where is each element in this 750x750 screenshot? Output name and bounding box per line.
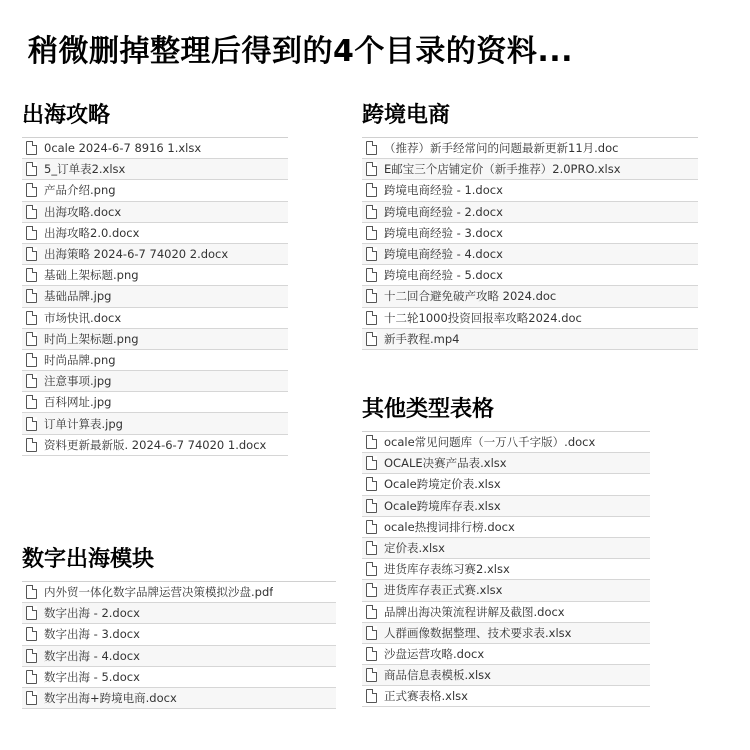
file-name: 数字出海 - 4.docx bbox=[44, 648, 140, 663]
file-row[interactable] bbox=[22, 159, 288, 180]
file-row[interactable] bbox=[362, 265, 698, 286]
section-title: 出海攻略 bbox=[22, 103, 111, 128]
document-icon bbox=[366, 205, 377, 219]
file-name: 品牌出海决策流程讲解及截图.docx bbox=[384, 604, 565, 619]
file-name: 跨境电商经验 - 5.docx bbox=[384, 268, 503, 283]
document-icon bbox=[366, 289, 377, 303]
file-row[interactable] bbox=[362, 432, 650, 453]
file-name: 市场快讯.docx bbox=[44, 310, 122, 325]
file-name: 进货库存表练习赛2.xlsx bbox=[384, 562, 510, 577]
document-icon bbox=[366, 332, 377, 346]
file-name: 定价表.xlsx bbox=[384, 541, 445, 556]
file-name: 数字出海 - 2.docx bbox=[44, 606, 140, 621]
document-icon bbox=[366, 541, 377, 555]
file-name: 0cale 2024-6-7 8916 1.xlsx bbox=[44, 141, 202, 156]
file-row[interactable] bbox=[22, 138, 288, 159]
file-row[interactable] bbox=[22, 582, 336, 603]
file-name: 5_订单表2.xlsx bbox=[44, 162, 126, 177]
page-title: 稍微删掉整理后得到的4个目录的资料... bbox=[28, 34, 574, 69]
file-row[interactable] bbox=[362, 580, 650, 601]
document-icon bbox=[366, 626, 377, 640]
document-icon bbox=[366, 141, 377, 155]
folder-section-qita bbox=[362, 392, 650, 707]
file-name: 进货库存表正式赛.xlsx bbox=[384, 583, 503, 598]
document-icon bbox=[26, 585, 37, 599]
file-name: 时尚上架标题.png bbox=[44, 331, 139, 346]
file-list bbox=[22, 581, 336, 709]
file-row[interactable] bbox=[362, 286, 698, 307]
file-name: 沙盘运营攻略.docx bbox=[384, 646, 485, 661]
file-name: 十二轮1000投资回报率攻略2024.doc bbox=[384, 310, 582, 325]
file-row[interactable] bbox=[22, 265, 288, 286]
document-icon bbox=[26, 332, 37, 346]
document-icon bbox=[26, 395, 37, 409]
file-row[interactable] bbox=[362, 223, 698, 244]
document-icon bbox=[26, 205, 37, 219]
document-icon bbox=[366, 562, 377, 576]
file-name: 正式赛表格.xlsx bbox=[384, 689, 468, 704]
document-icon bbox=[366, 499, 377, 513]
file-row[interactable] bbox=[362, 453, 650, 474]
file-name: 注意事项.jpg bbox=[44, 374, 112, 389]
file-name: E邮宝三个店铺定价（新手推荐）2.0PRO.xlsx bbox=[384, 162, 621, 177]
file-name: ocale热搜词排行榜.docx bbox=[384, 519, 515, 534]
file-row[interactable] bbox=[22, 286, 288, 307]
file-name: 数字出海 - 3.docx bbox=[44, 627, 140, 642]
section-title: 跨境电商 bbox=[362, 103, 451, 128]
file-name: 订单计算表.jpg bbox=[44, 416, 123, 431]
document-icon bbox=[366, 583, 377, 597]
file-row[interactable] bbox=[362, 474, 650, 495]
file-row[interactable] bbox=[22, 413, 288, 434]
file-name: 数字出海+跨境电商.docx bbox=[44, 691, 177, 706]
file-row[interactable] bbox=[22, 603, 336, 624]
file-name: 百科网址.jpg bbox=[44, 395, 112, 410]
document-icon bbox=[26, 353, 37, 367]
document-icon bbox=[366, 647, 377, 661]
document-icon bbox=[26, 606, 37, 620]
file-row[interactable] bbox=[362, 623, 650, 644]
file-list bbox=[362, 431, 650, 707]
file-row[interactable] bbox=[362, 517, 650, 538]
file-row[interactable] bbox=[22, 667, 336, 688]
document-icon bbox=[366, 477, 377, 491]
document-icon bbox=[366, 668, 377, 682]
file-name: 时尚品牌.png bbox=[44, 352, 116, 367]
file-row[interactable] bbox=[362, 686, 650, 707]
file-row[interactable] bbox=[362, 602, 650, 623]
document-icon bbox=[366, 435, 377, 449]
file-name: 十二回合避免破产攻略 2024.doc bbox=[384, 289, 557, 304]
document-icon bbox=[366, 247, 377, 261]
file-name: 资料更新最新版. 2024-6-7 74020 1.docx bbox=[44, 437, 267, 452]
file-row[interactable] bbox=[22, 624, 336, 645]
section-title: 其他类型表格 bbox=[362, 397, 495, 422]
document-icon bbox=[26, 670, 37, 684]
file-name: 跨境电商经验 - 1.docx bbox=[384, 183, 503, 198]
file-name: OCALE决赛产品表.xlsx bbox=[384, 456, 507, 471]
document-icon bbox=[366, 268, 377, 282]
document-icon bbox=[26, 289, 37, 303]
document-icon bbox=[26, 649, 37, 663]
document-icon bbox=[26, 268, 37, 282]
file-list bbox=[362, 137, 698, 350]
file-name: （推荐）新手经常问的问题最新更新11月.doc bbox=[384, 141, 619, 156]
file-name: 跨境电商经验 - 2.docx bbox=[384, 204, 503, 219]
file-row[interactable] bbox=[22, 371, 288, 392]
document-icon bbox=[26, 226, 37, 240]
document-icon bbox=[26, 183, 37, 197]
document-icon bbox=[366, 162, 377, 176]
file-row[interactable] bbox=[362, 202, 698, 223]
document-icon bbox=[366, 520, 377, 534]
document-icon bbox=[26, 374, 37, 388]
file-name: 跨境电商经验 - 3.docx bbox=[384, 225, 503, 240]
file-row[interactable] bbox=[362, 180, 698, 201]
file-name: 商品信息表模板.xlsx bbox=[384, 668, 491, 683]
document-icon bbox=[26, 141, 37, 155]
file-name: 数字出海 - 5.docx bbox=[44, 669, 140, 684]
document-icon bbox=[366, 183, 377, 197]
file-row[interactable] bbox=[22, 244, 288, 265]
file-name: ocale常见问题库（一万八千字版）.docx bbox=[384, 435, 596, 450]
document-icon bbox=[26, 438, 37, 452]
file-name: 出海策略 2024-6-7 74020 2.docx bbox=[44, 247, 229, 262]
file-name: 新手教程.mp4 bbox=[384, 331, 460, 346]
file-row[interactable] bbox=[362, 308, 698, 329]
folder-section-chuhai bbox=[22, 98, 288, 456]
file-name: 产品介绍.png bbox=[44, 183, 116, 198]
file-row[interactable] bbox=[22, 329, 288, 350]
document-icon bbox=[26, 627, 37, 641]
file-name: 基础上架标题.png bbox=[44, 268, 139, 283]
folder-section-kuajing bbox=[362, 98, 698, 350]
file-row[interactable] bbox=[22, 435, 288, 456]
file-row[interactable] bbox=[22, 688, 336, 709]
document-icon bbox=[366, 226, 377, 240]
file-row[interactable] bbox=[362, 665, 650, 686]
file-name: 人群画像数据整理、技术要求表.xlsx bbox=[384, 625, 572, 640]
document-icon bbox=[26, 162, 37, 176]
file-row[interactable] bbox=[22, 350, 288, 371]
file-row[interactable] bbox=[362, 559, 650, 580]
document-icon bbox=[366, 311, 377, 325]
file-row[interactable] bbox=[362, 159, 698, 180]
file-row[interactable] bbox=[362, 244, 698, 265]
document-icon bbox=[26, 311, 37, 325]
file-name: 内外贸一体化数字品牌运营决策模拟沙盘.pdf bbox=[44, 585, 274, 600]
document-icon bbox=[26, 247, 37, 261]
document-icon bbox=[366, 456, 377, 470]
file-row[interactable] bbox=[22, 180, 288, 201]
file-name: 基础品牌.jpg bbox=[44, 289, 112, 304]
file-row[interactable] bbox=[362, 538, 650, 559]
document-icon bbox=[366, 689, 377, 703]
file-row[interactable] bbox=[22, 202, 288, 223]
document-icon bbox=[366, 605, 377, 619]
document-icon bbox=[26, 691, 37, 705]
folder-section-shuzi bbox=[22, 542, 336, 709]
file-list bbox=[22, 137, 288, 456]
file-name: 出海攻略.docx bbox=[44, 204, 122, 219]
file-row[interactable] bbox=[362, 138, 698, 159]
document-icon bbox=[26, 417, 37, 431]
file-row[interactable] bbox=[22, 223, 288, 244]
section-title: 数字出海模块 bbox=[22, 547, 155, 572]
file-name: Ocale跨境定价表.xlsx bbox=[384, 477, 501, 492]
file-row[interactable] bbox=[22, 392, 288, 413]
file-row[interactable] bbox=[362, 644, 650, 665]
file-row[interactable] bbox=[362, 329, 698, 350]
file-name: 出海攻略2.0.docx bbox=[44, 225, 140, 240]
file-name: Ocale跨境库存表.xlsx bbox=[384, 498, 501, 513]
file-row[interactable] bbox=[362, 496, 650, 517]
file-name: 跨境电商经验 - 4.docx bbox=[384, 247, 503, 262]
file-row[interactable] bbox=[22, 646, 336, 667]
file-row[interactable] bbox=[22, 308, 288, 329]
